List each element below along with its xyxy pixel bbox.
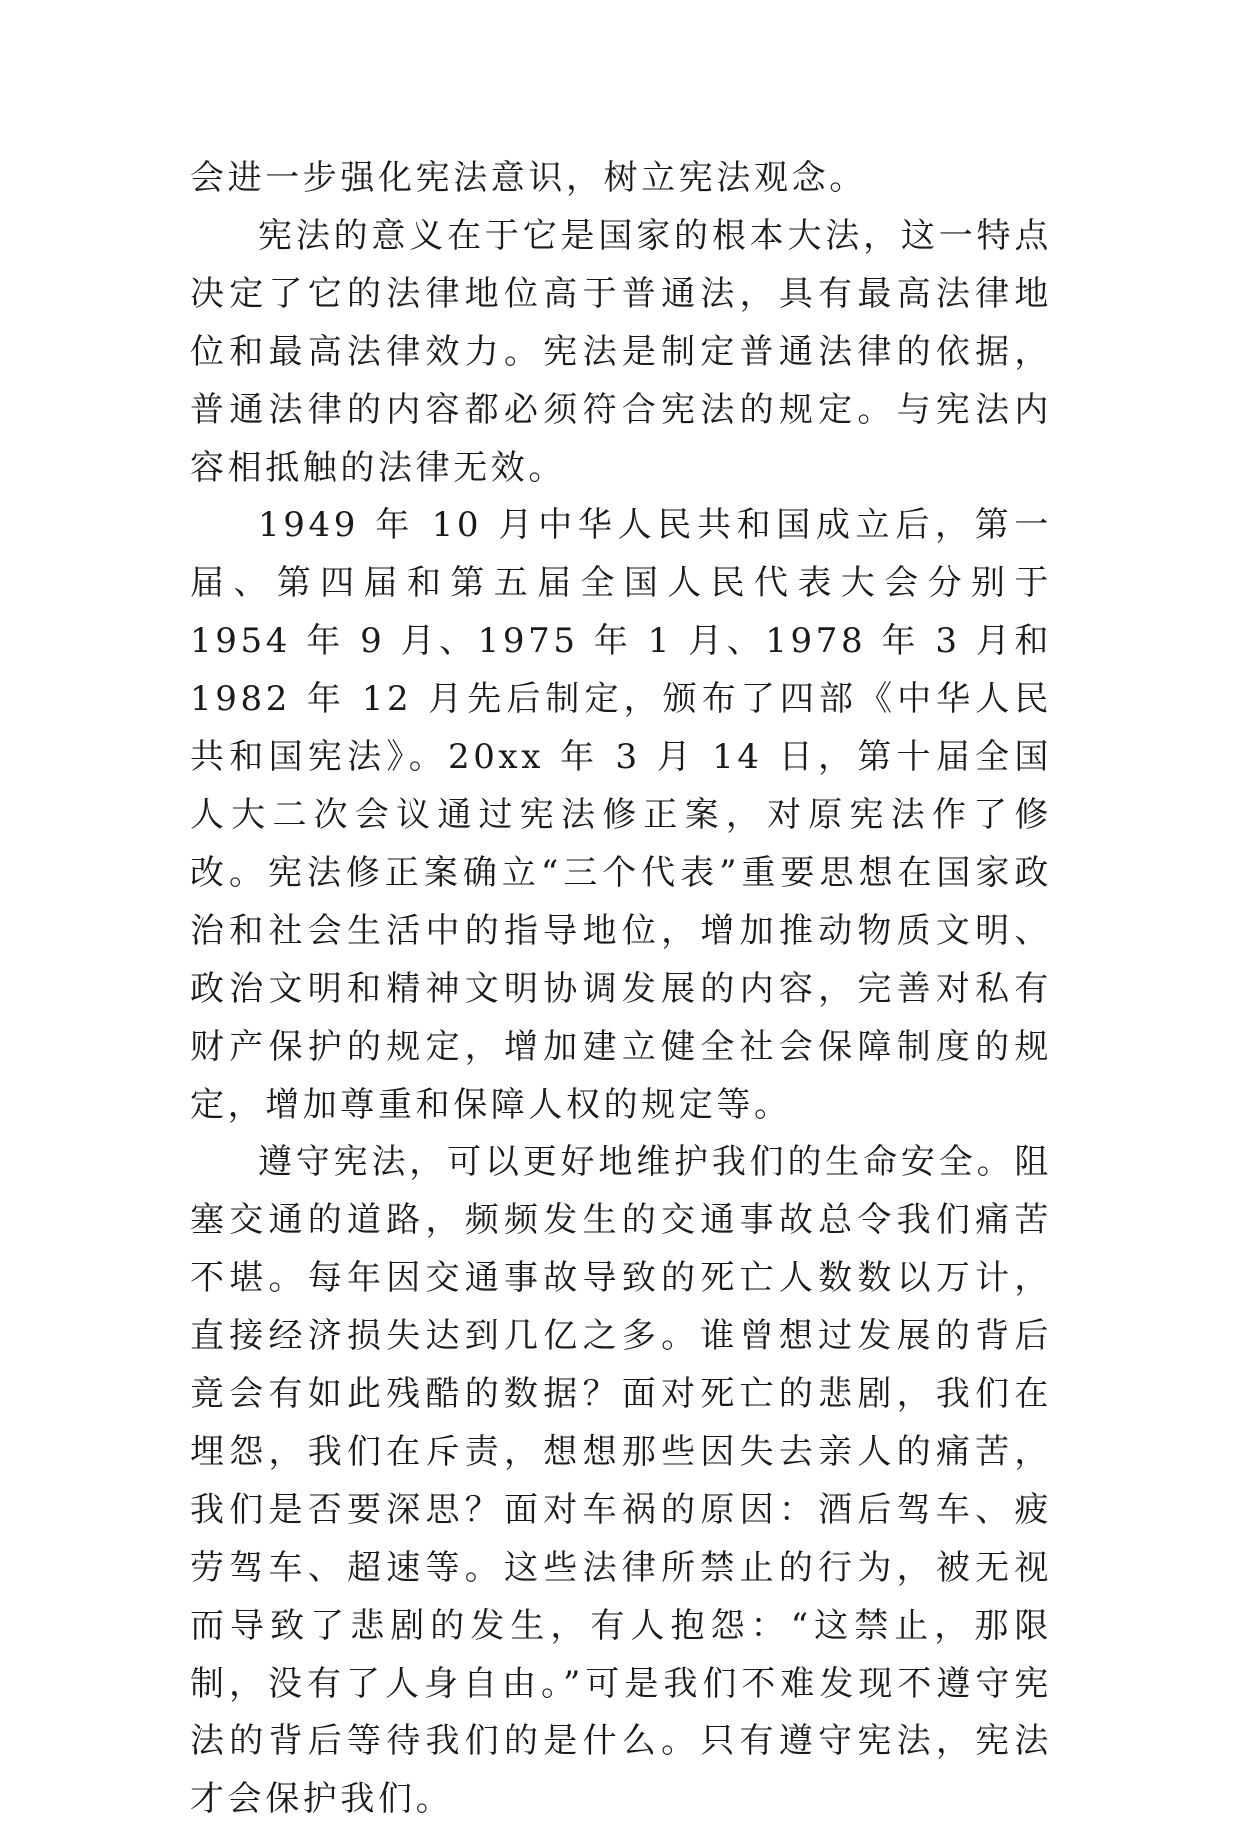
paragraph-traffic-safety: 遵守宪法，可以更好地维护我们的生命安全。阻塞交通的道路，频频发生的交通事故总令我们痛苦不堪。每年因交通事故导致的死亡人数数以万计，直接经济损失达到几亿之多。谁曾想过发展的背后竟会有如此残酷的数据？面对死亡的悲剧，我们在埋怨，我们在斥责，想想那些因失去亲人的痛苦，我们是否要深思？面对车祸的原因：酒后驾车、疲劳驾车、超速等。这些法律所禁止的行为，被无视而导致了悲剧的发生，有人抱怨：“这禁止，那限制，没有了人身自由。”可是我们不难发现不遵守宪法的背后等待我们的是什么。只有遵守宪法，宪法才会保护我们。	[190, 1142, 1052, 1820]
document-body	[190, 150, 1052, 1829]
paragraph-constitution-significance: 宪法的意义在于它是国家的根本大法，这一特点决定了它的法律地位高于普通法，具有最高法律地位和最高法律效力。宪法是制定普通法律的依据，普通法律的内容都必须符合宪法的规定。与宪法内容相抵触的法律无效。	[190, 215, 1052, 488]
paragraph-constitution-history: 1949 年 10 月中华人民共和国成立后，第一届、第四届和第五届全国人民代表大会分别于 1954 年 9 月、1975 年 1 月、1978 年 3 月和 1982 年 12 月先后制定，颁布了四部《中华人民共和国宪法》。20xx 年 3 月 14 日，第十届全国人大二次会议通过宪法修正案，对原宪法作了修改。宪法修正案确立“三个代表”重要思想在国家政治和社会生活中的指导地位，增加推动物质文明、政治文明和精神文明协调发展的内容，完善对私有财产保护的规定，增加建立健全社会保障制度的规定，增加尊重和保障人权的规定等。	[190, 505, 1052, 1125]
paragraph-continuation: 会进一步强化宪法意识，树立宪法观念。	[190, 158, 867, 198]
